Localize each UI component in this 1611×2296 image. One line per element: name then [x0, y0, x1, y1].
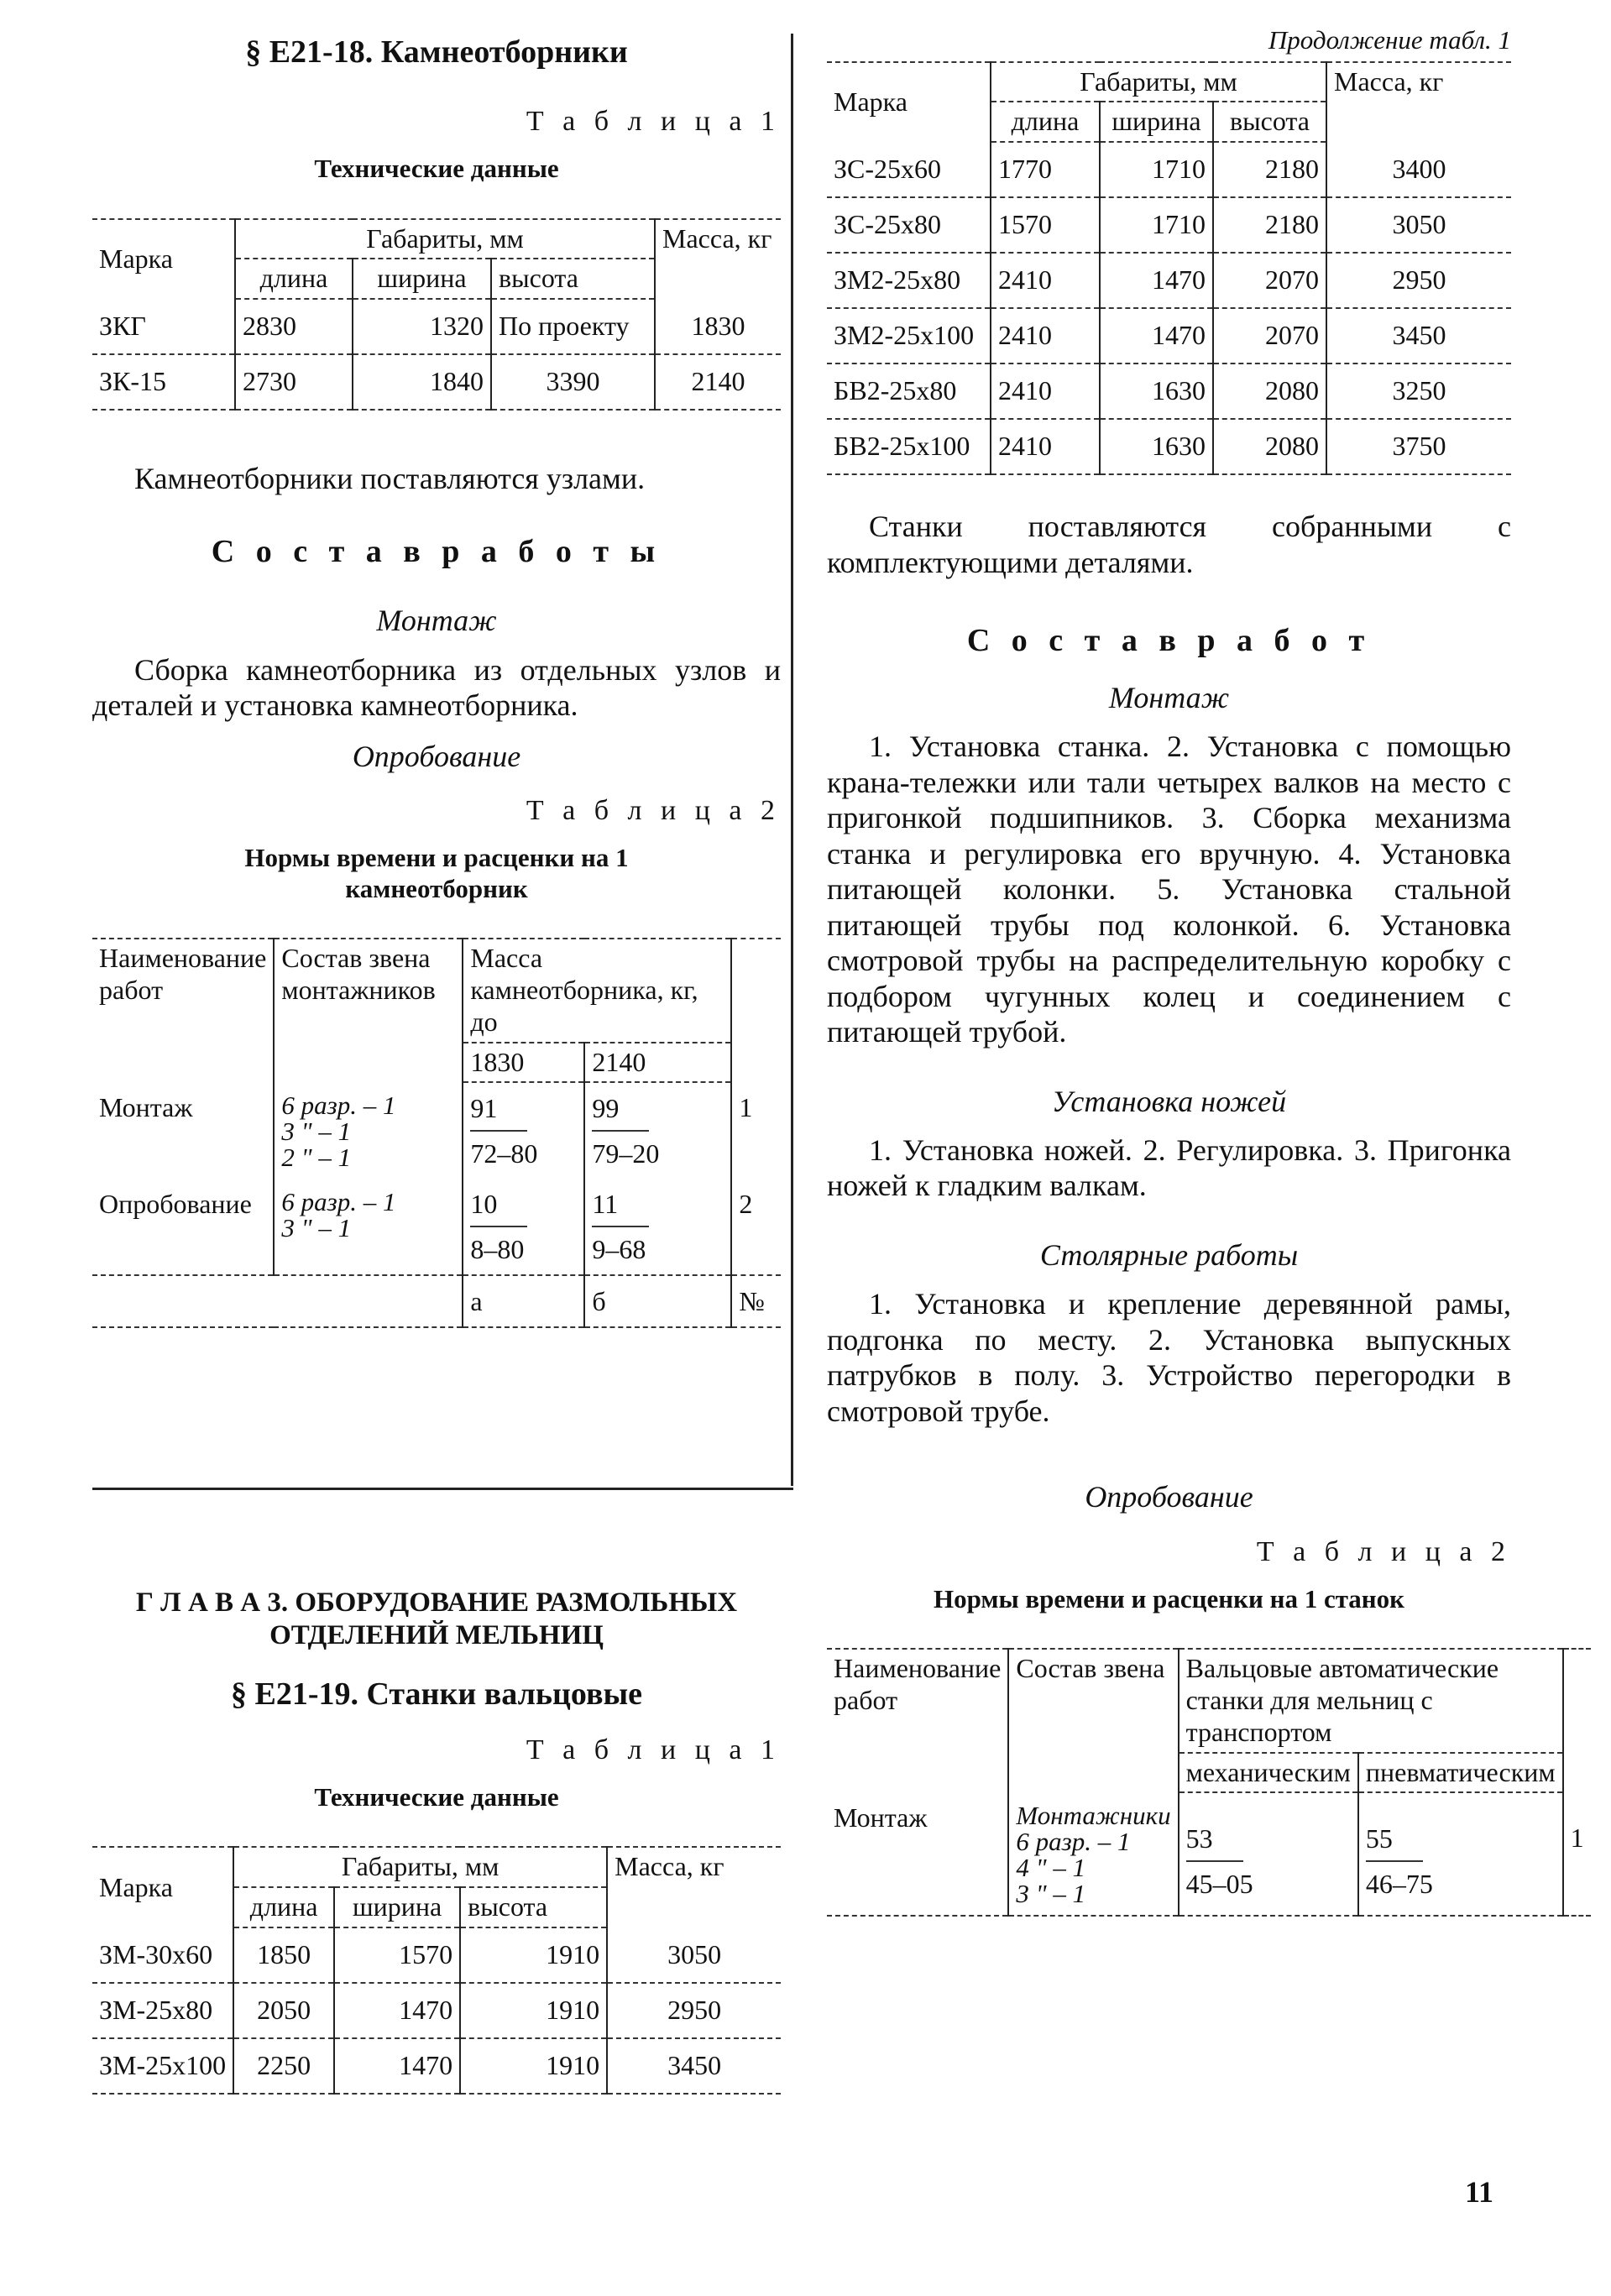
knives-title: Установка ножей — [1051, 1084, 1287, 1118]
work-composition-title: С о с т а в р а б о т — [966, 623, 1372, 659]
test-title: Опробование — [1085, 1480, 1253, 1514]
table-caption: Нормы времени и расценки на 1 станок — [933, 1583, 1405, 1613]
cell-norm-b: 99 79–20 — [584, 1082, 731, 1179]
footer-b: б — [584, 1275, 731, 1327]
table-caption: Технические данные — [314, 1781, 559, 1812]
cell-width: 1320 — [353, 299, 491, 354]
cell-length: 1570 — [991, 197, 1100, 253]
cell-height: 1910 — [460, 2038, 607, 2094]
table-row — [827, 253, 1511, 308]
col-header-mass: Масса, кг — [607, 1847, 781, 1927]
cell-mark: ЗКГ — [92, 299, 235, 354]
cell-width: 1470 — [1100, 308, 1213, 363]
cell-work-name: Опробование — [99, 1189, 252, 1220]
col-header-crew: Состав звена монтажников — [274, 939, 463, 1082]
table-number: Т а б л и ц а 2 — [526, 795, 781, 827]
cell-mark: БВ2-25х80 — [827, 363, 991, 419]
section-title: § Е21-18. Камнеотборники — [245, 34, 628, 70]
cell-height: 1910 — [460, 1927, 607, 1983]
supply-note: Станки поставляются собранными с комплектующими деталями. — [827, 510, 1511, 579]
col-header-mark: Марка — [92, 219, 235, 300]
cell-width: 1840 — [353, 354, 491, 410]
test-title: Опробование — [352, 739, 521, 773]
column-divider — [791, 34, 793, 1486]
col-header-mechanical: механическим — [1179, 1753, 1358, 1793]
col-header-mass-2140: 2140 — [584, 1043, 731, 1083]
cell-mass: 3450 — [607, 2038, 781, 2094]
col-header-mark: Марка — [92, 1847, 233, 1927]
table-row — [827, 419, 1511, 474]
table-row — [827, 308, 1511, 363]
cell-length: 1850 — [233, 1927, 334, 1983]
table-number: Т а б л и ц а 1 — [526, 1734, 781, 1765]
cell-mass: 3250 — [1326, 363, 1511, 419]
table-row — [827, 197, 1511, 253]
roller-mill-specs-table — [92, 1846, 781, 2095]
col-header-width: ширина — [334, 1887, 460, 1927]
cell-length: 2250 — [233, 2038, 334, 2094]
col-header-length: длина — [235, 259, 353, 299]
col-header-dims: Габариты, мм — [233, 1847, 607, 1887]
col-header-dims: Габариты, мм — [991, 62, 1326, 102]
col-header-machine-group: Вальцовые автоматические станки для мельниц с транспортом — [1179, 1649, 1563, 1752]
montage-text: Сборка камнеотборника из отдельных узлов и деталей и установка камнеотборника. — [92, 652, 781, 723]
section-end-rule — [92, 1488, 793, 1490]
cell-height: 2080 — [1213, 419, 1326, 474]
work-composition-title: С о с т а в р а б о т ы — [211, 534, 662, 570]
table-number: Т а б л и ц а 1 — [526, 105, 781, 137]
carpentry-text: 1. Установка и крепление деревянной рамы, подгонка по месту. 2. Установка выпускных патрубков в полу. 3. Устройство перегородки в смотровой трубе. — [827, 1287, 1511, 1428]
cell-length: 2410 — [991, 363, 1100, 419]
time-norms-table — [827, 1648, 1591, 1917]
section-title: § Е21-19. Станки вальцовые — [230, 1676, 643, 1712]
cell-mark: ЗС-25х60 — [827, 142, 991, 197]
cell-height: По проекту — [491, 299, 655, 354]
cell-height: 2180 — [1213, 197, 1326, 253]
cell-mark: ЗМ-30х60 — [92, 1927, 233, 1983]
cell-length: 2830 — [235, 299, 353, 354]
col-header-dims: Габариты, мм — [235, 219, 655, 259]
table-caption: Нормы времени и расценки на 1 камнеотборник — [244, 843, 629, 903]
table-continuation-label: Продолжение табл. 1 — [1268, 25, 1511, 55]
col-header-height: высота — [1213, 102, 1326, 142]
cell-mass: 3050 — [1326, 197, 1511, 253]
cell-width: 1630 — [1100, 363, 1213, 419]
cell-mass: 2950 — [1326, 253, 1511, 308]
montage-text: 1. Установка станка. 2. Установка с помощью крана-тележки или тали четырех валков на место с пригонкой подшипников. 3. Сборка механизма станка и регулировка его вручную. 4. Установка питающей колонки. 5. Установка стальной питающей трубы под колонкой. 6. Установка смотровой трубы на распределительную коробку с подбором чугунных колец и соединением с питающей трубой. — [827, 730, 1511, 1049]
cell-width: 1630 — [1100, 419, 1213, 474]
table-row — [92, 1983, 781, 2038]
cell-height: 1910 — [460, 1983, 607, 2038]
roller-mill-specs-continued-table — [827, 61, 1511, 476]
cell-crew: 6 разр. – 1 3 " – 1 — [274, 1179, 463, 1275]
left-column — [92, 25, 781, 1328]
col-header-width: ширина — [353, 259, 491, 299]
cell-height: 3390 — [491, 354, 655, 410]
cell-row-no: 1 — [731, 1082, 781, 1179]
cell-mass: 3400 — [1326, 142, 1511, 197]
stone-separator-specs-table — [92, 218, 781, 411]
cell-work-name: Монтаж — [834, 1802, 928, 1833]
col-header-width: ширина — [1100, 102, 1213, 142]
table-row — [92, 1179, 781, 1275]
col-header-length: длина — [991, 102, 1100, 142]
supply-note: Камнеотборники поставляются узлами. — [134, 462, 646, 496]
cell-mass: 2950 — [607, 1983, 781, 2038]
col-header-work-name: Наименование работ — [92, 939, 274, 1082]
cell-length: 1770 — [991, 142, 1100, 197]
col-header-length: длина — [233, 1887, 334, 1927]
col-header-crew: Состав звена — [1008, 1649, 1178, 1792]
table-row — [92, 2038, 781, 2094]
table-caption: Технические данные — [314, 153, 559, 183]
cell-mark: ЗК-15 — [92, 354, 235, 410]
cell-mark: ЗМ2-25х100 — [827, 308, 991, 363]
table-row — [92, 299, 781, 354]
cell-mark: ЗМ-25х100 — [92, 2038, 233, 2094]
cell-mark: БВ2-25х100 — [827, 419, 991, 474]
left-column-chapter3 — [92, 1587, 781, 2095]
col-header-mass: Масса, кг — [1326, 62, 1511, 143]
carpentry-title: Столярные работы — [1039, 1237, 1299, 1272]
cell-width: 1710 — [1100, 197, 1213, 253]
cell-norm-a: 91 72–80 — [463, 1082, 584, 1179]
cell-mark: ЗС-25х80 — [827, 197, 991, 253]
cell-norm-b: 11 9–68 — [584, 1179, 731, 1275]
cell-length: 2410 — [991, 308, 1100, 363]
cell-work-name: Монтаж — [99, 1092, 193, 1123]
table-row — [827, 363, 1511, 419]
cell-norm-b: 55 46–75 — [1358, 1792, 1563, 1916]
table-row — [92, 1082, 781, 1179]
cell-mass: 3450 — [1326, 308, 1511, 363]
footer-no: № — [731, 1275, 781, 1327]
table-row — [92, 1927, 781, 1983]
cell-width: 1710 — [1100, 142, 1213, 197]
cell-width: 1570 — [334, 1927, 460, 1983]
cell-mark: ЗМ2-25х80 — [827, 253, 991, 308]
col-header-mass-1830: 1830 — [463, 1043, 584, 1083]
footer-a: а — [463, 1275, 584, 1327]
cell-norm-a: 53 45–05 — [1179, 1792, 1358, 1916]
cell-width: 1470 — [334, 2038, 460, 2094]
cell-width: 1470 — [334, 1983, 460, 2038]
page-number: 11 — [1464, 2175, 1493, 2209]
knives-text: 1. Установка ножей. 2. Регулировка. 3. Пригонка ножей к гладким валкам. — [827, 1133, 1511, 1203]
table-footer-row — [92, 1275, 781, 1327]
cell-width: 1470 — [1100, 253, 1213, 308]
cell-height: 2070 — [1213, 308, 1326, 363]
col-header-work-name: Наименование работ — [827, 1649, 1008, 1792]
montage-title: Монтаж — [1108, 680, 1230, 714]
col-header-mark: Марка — [827, 62, 991, 143]
col-header-height: высота — [460, 1887, 607, 1927]
cell-length: 2730 — [235, 354, 353, 410]
cell-row-no: 1 — [1563, 1792, 1591, 1916]
cell-height: 2180 — [1213, 142, 1326, 197]
right-column — [827, 25, 1584, 1917]
time-norms-table — [92, 938, 781, 1327]
montage-title: Монтаж — [376, 604, 497, 638]
cell-length: 2410 — [991, 253, 1100, 308]
col-header-pneumatic: пневматическим — [1358, 1753, 1563, 1793]
chapter-title: Г Л А В А 3. ОБОРУДОВАНИЕ РАЗМОЛЬНЫХ ОТДЕЛЕНИЙ МЕЛЬНИЦ — [135, 1587, 738, 1650]
cell-length: 2410 — [991, 419, 1100, 474]
cell-mass: 3750 — [1326, 419, 1511, 474]
table-row — [92, 354, 781, 410]
cell-mark: ЗМ-25х80 — [92, 1983, 233, 2038]
col-header-height: высота — [491, 259, 655, 299]
cell-norm-a: 10 8–80 — [463, 1179, 584, 1275]
cell-row-no: 2 — [731, 1179, 781, 1275]
table-row — [827, 142, 1511, 197]
col-header-mass-group: Масса камнеотборника, кг, до — [463, 939, 731, 1042]
cell-height: 2070 — [1213, 253, 1326, 308]
table-row — [827, 1792, 1591, 1916]
col-header-mass: Масса, кг — [655, 219, 781, 300]
cell-length: 2050 — [233, 1983, 334, 2038]
cell-crew: Монтажники 6 разр. – 1 4 " – 1 3 " – 1 — [1008, 1792, 1178, 1916]
cell-crew: 6 разр. – 1 3 " – 1 2 " – 1 — [274, 1082, 463, 1179]
cell-mass: 2140 — [655, 354, 781, 410]
cell-mass: 3050 — [607, 1927, 781, 1983]
cell-mass: 1830 — [655, 299, 781, 354]
cell-height: 2080 — [1213, 363, 1326, 419]
table-number: Т а б л и ц а 2 — [1256, 1535, 1511, 1567]
